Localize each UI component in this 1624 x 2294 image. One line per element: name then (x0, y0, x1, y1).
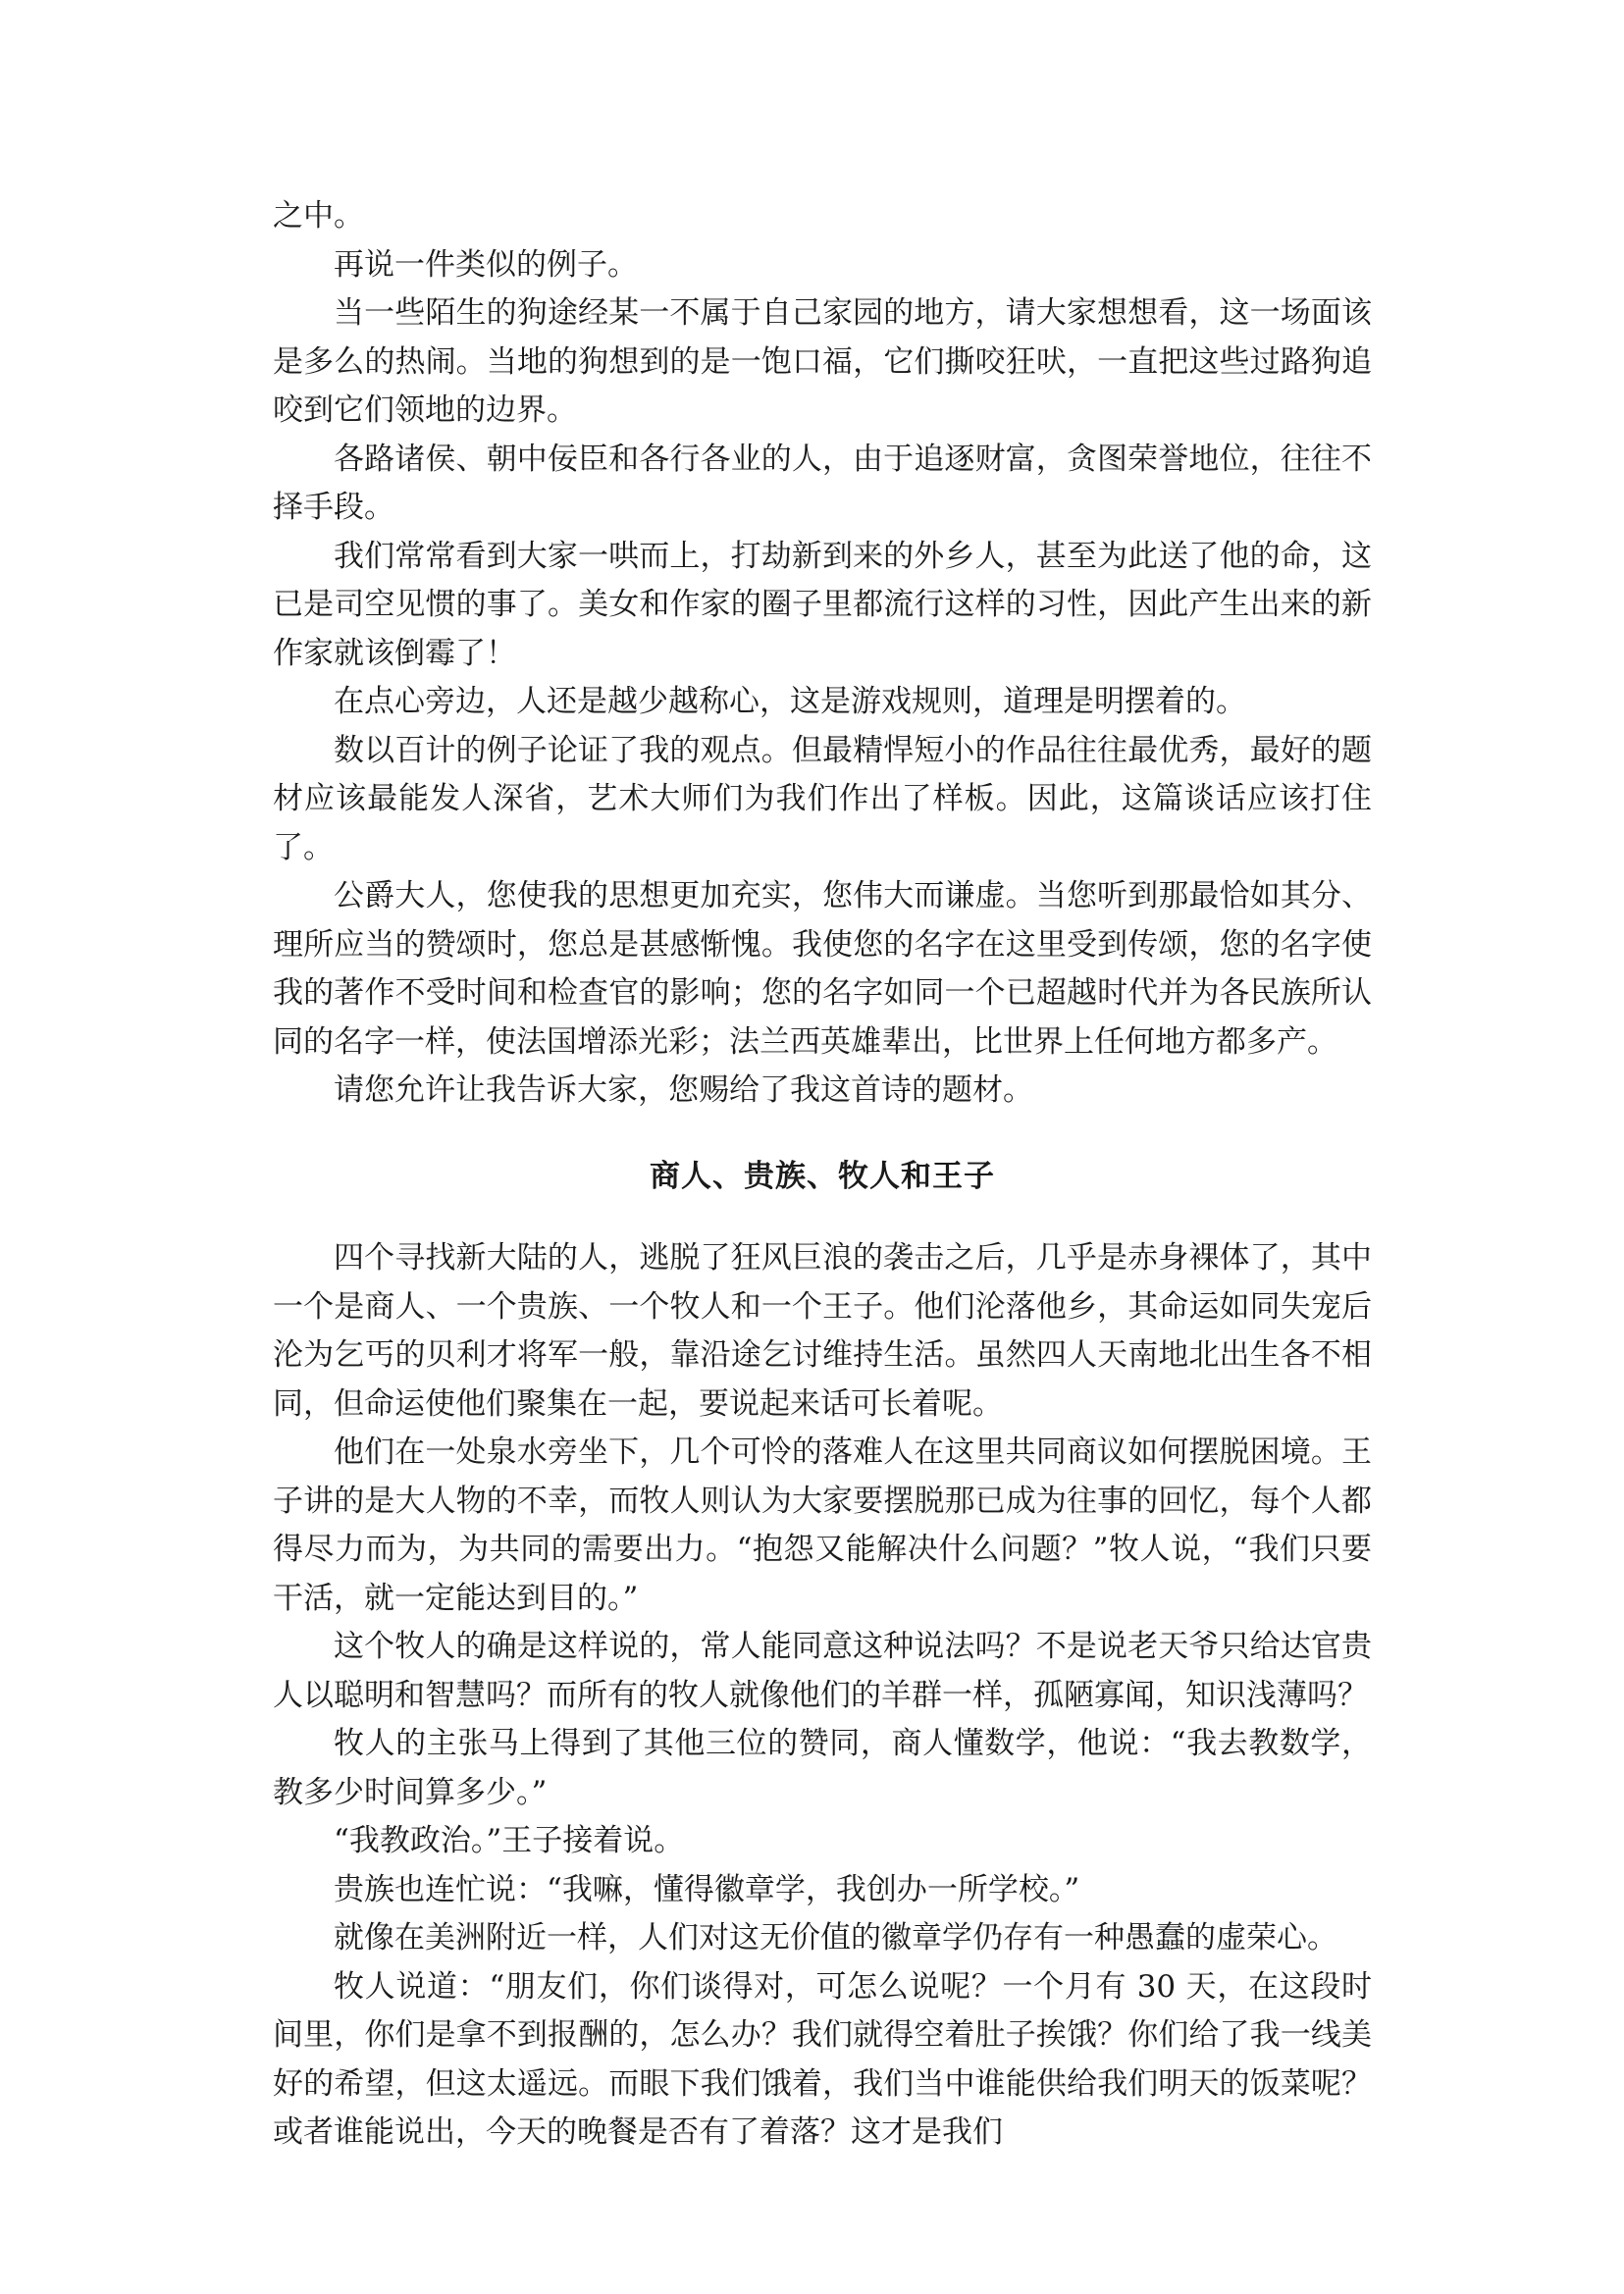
paragraph: 贵族也连忙说：“我嘛，懂得徽章学，我创办一所学校。” (334, 1871, 1080, 1907)
paragraph: 就像在美洲附近一样，人们对这无价值的徽章学仍存有一种愚蠢的虚荣心。 (334, 1920, 1337, 1955)
paragraph-continuation: 之中。 (273, 198, 364, 234)
paragraph: “我教政治。”王子接着说。 (334, 1823, 685, 1858)
paragraph: 请您允许让我告诉大家，您赐给了我这首诗的题材。 (334, 1072, 1033, 1108)
paragraph: 再说一件类似的例子。 (334, 246, 638, 283)
paragraph: 这个牧人的确是这样说的，常人能同意这种说法吗？不是说老天爷只给达官贵人以聪明和智慧吗？而所有的牧人就像他们的羊群一样，孤陋寡闻，知识浅薄吗？ (273, 1629, 1372, 1713)
paragraph: 各路诸侯、朝中佞臣和各行各业的人，由于追逐财富，贪图荣誉地位，往往不择手段。 (273, 441, 1372, 525)
paragraph: 牧人说道：“朋友们，你们谈得对，可怎么说呢？一个月有 30 天，在这段时间里，你们是拿不到报酬的，怎么办？我们就得空着肚子挨饿？你们给了我一线美好的希望，但这太遥远。而眼下我们饿着，我们当中谁能供给我们明天的饭菜呢？或者谁能说出，今天的晚餐是否有了着落？这才是我们 (273, 1968, 1372, 2150)
paragraph: 他们在一处泉水旁坐下，几个可怜的落难人在这里共同商议如何摆脱困境。王子讲的是大人物的不幸，而牧人则认为大家要摆脱那已成为往事的回忆，每个人都得尽力而为，为共同的需要出力。“抱怨又能解决什么问题？”牧人说，“我们只要干活，就一定能达到目的。” (273, 1434, 1372, 1616)
paragraph: 当一些陌生的狗途经某一不属于自己家园的地方，请大家想想看，这一场面该是多么的热闹。当地的狗想到的是一饱口福，它们撕咬狂吠，一直把这些过路狗追咬到它们领地的边界。 (273, 295, 1372, 428)
paragraph: 在点心旁边，人还是越少越称心，这是游戏规则，道理是明摆着的。 (334, 684, 1246, 719)
section-title: 商人、贵族、牧人和王子 (650, 1158, 995, 1194)
paragraph: 数以百计的例子论证了我的观点。但最精悍短小的作品往往最优秀，最好的题材应该最能发人深省，艺术大师们为我们作出了样板。因此，这篇谈话应该打住了。 (273, 732, 1372, 865)
paragraph: 四个寻找新大陆的人，逃脱了狂风巨浪的袭击之后，几乎是赤身裸体了，其中一个是商人、一个贵族、一个牧人和一个王子。他们沦落他乡，其命运如同失宠后沦为乞丐的贝利才将军一般，靠沿途乞讨维持生活。虽然四人天南地北出生各不相同，但命运使他们聚集在一起，要说起来话可长着呢。 (273, 1240, 1372, 1422)
paragraph: 公爵大人，您使我的思想更加充实，您伟大而谦虚。当您听到那最恰如其分、理所应当的赞颂时，您总是甚感惭愧。我使您的名字在这里受到传颂，您的名字使我的著作不受时间和检查官的影响；您的名字如同一个已超越时代并为各民族所认同的名字一样，使法国增添光彩；法兰西英雄辈出，比世界上任何地方都多产。 (273, 878, 1372, 1060)
document-page (273, 192, 1372, 2158)
paragraph: 牧人的主张马上得到了其他三位的赞同，商人懂数学，他说：“我去教数学，教多少时间算多少。” (273, 1726, 1372, 1810)
paragraph: 我们常常看到大家一哄而上，打劫新到来的外乡人，甚至为此送了他的命，这已是司空见惯的事了。美女和作家的圈子里都流行这样的习性，因此产生出来的新作家就该倒霉了！ (273, 538, 1372, 671)
